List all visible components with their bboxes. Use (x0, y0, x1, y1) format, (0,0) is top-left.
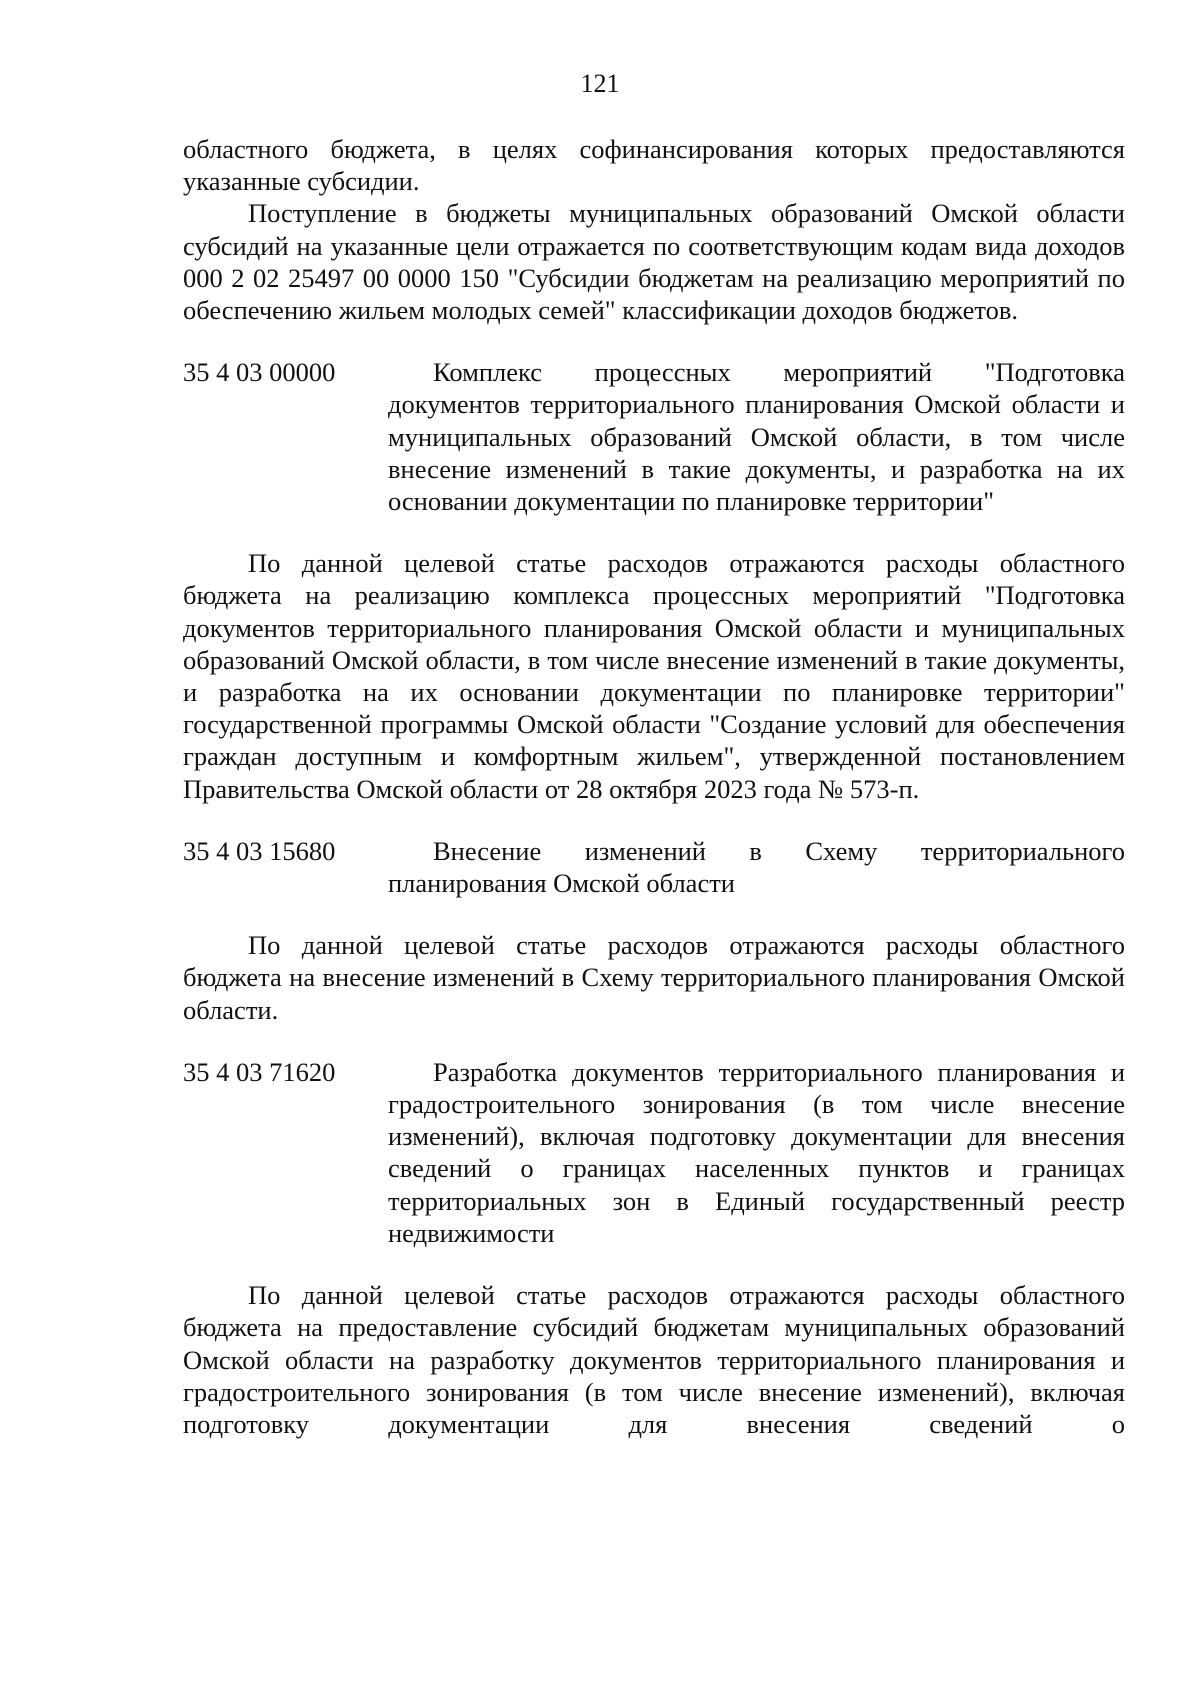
article-title: Внесение изменений в Схему территориального планирования Омской области (388, 835, 1125, 899)
article-code: 35 4 03 00000 (183, 357, 336, 388)
budget-article-section (183, 835, 1125, 899)
article-code: 35 4 03 15680 (183, 835, 336, 866)
article-description: По данной целевой статье расходов отражаются расходы областного бюджета на реализацию комплекса процессных мероприятий "Подготовка документов территориального планирования Омской области и муниципальных образований Омской области, в том числе внесение изменений в такие документы, и разработка на их основании документации по планировке территории" государственной программы Омской области "Создание условий для обеспечения граждан доступным и комфортным жильем", утвержденной постановлением Правительства Омской области от 28 октября 2023 года № 573-п. (183, 548, 1125, 804)
budget-article-section (183, 356, 1125, 517)
article-title: Разработка документов территориального планирования и градостроительного зонирования (в том числе внесение изменений), включая подготовку документации для внесения сведений о границах населенных пунктов и границах территориальных зон в Единый государственный реестр недвижимости (388, 1056, 1125, 1248)
document-body (183, 133, 1125, 1440)
article-code: 35 4 03 71620 (183, 1056, 336, 1087)
article-description: По данной целевой статье расходов отражаются расходы областного бюджета на предоставление субсидий бюджетам муниципальных образований Омской области на разработку документов территориального планирования и градостроительного зонирования (в том числе внесение изменений), включая подготовку документации для внесения сведений о (183, 1280, 1125, 1439)
page-number: 121 (580, 69, 620, 98)
income-paragraph: Поступление в бюджеты муниципальных образований Омской области субсидий на указанные цели отражается по соответствующим кодам вида доходов 000 2 02 25497 00 0000 150 "Субсидии бюджетам на реализацию мероприятий по обеспечению жильем молодых семей" классификации доходов бюджетов. (183, 198, 1125, 326)
article-title: Комплекс процессных мероприятий "Подготовка документов территориального планирования Омской области и муниципальных образований Омской области, в том числе внесение изменений в такие документы, и разработка на их основании документации по планировке территории" (388, 357, 1125, 517)
budget-article-section (183, 1056, 1125, 1249)
article-description: По данной целевой статье расходов отражаются расходы областного бюджета на внесение изменений в Схему территориального планирования Омской области. (183, 930, 1125, 1025)
intro-continuation: областного бюджета, в целях софинансирования которых предоставляются указанные субсидии. (183, 134, 1125, 197)
